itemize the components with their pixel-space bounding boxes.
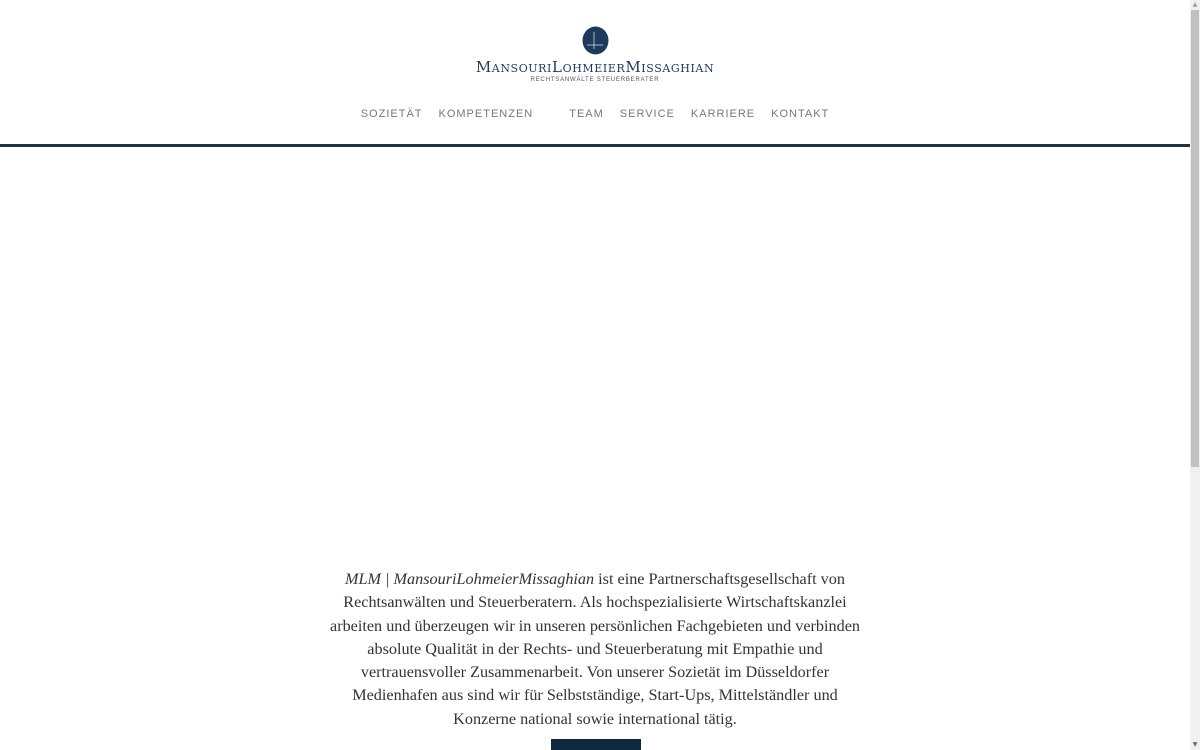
scrollbar-thumb[interactable] xyxy=(1191,10,1199,467)
cta-button[interactable] xyxy=(551,739,641,750)
site-header xyxy=(0,0,1190,147)
brand-name-part: Mansouri xyxy=(475,58,553,76)
brand-name-part: Missaghian xyxy=(625,58,715,76)
intro-text: ist eine Partnerschaftsgesellschaft von Rechtsanwälten und Steuerberatern. Als hochspezialisierte Wirtschaftskanzlei arbeiten und überzeugen wir in unseren persönlichen Fachgebieten und verbinden absolute Qualität in der Rechts- und Steuerberatung mit Empathie und vertrauensvoller Zusammenarbeit. Von unserer Sozietät im Düsseldorfer Medienhafen aus sind wir für Selbstständige, Start-Ups, Mittelständler und Konzerne national sowie international tätig. xyxy=(330,570,860,728)
logo-link[interactable] xyxy=(0,26,1190,83)
brand-tagline: RECHTSANWÄLTE STEUERBERATER xyxy=(530,77,660,83)
main-nav xyxy=(0,106,1190,122)
intro-paragraph xyxy=(320,568,870,731)
nav-item-kompetenzen[interactable]: KOMPETENZEN xyxy=(438,108,534,120)
brand-name xyxy=(0,58,1190,76)
nav-item-kontakt[interactable]: KONTAKT xyxy=(771,108,830,120)
nav-item-team[interactable]: TEAM xyxy=(569,108,604,120)
scroll-down-arrow-icon[interactable]: ▼ xyxy=(1192,741,1198,748)
nav-item-sozietaet[interactable]: SOZIETÄT xyxy=(360,108,423,120)
intro-emphasis: MLM | MansouriLohmeierMissaghian xyxy=(345,570,595,588)
brand-name-part: Lohmeier xyxy=(552,58,626,76)
globe-cross-icon xyxy=(582,26,609,55)
nav-item-service[interactable]: SERVICE xyxy=(619,108,675,120)
nav-item-karriere[interactable]: KARRIERE xyxy=(690,108,756,120)
vertical-scrollbar[interactable] xyxy=(1190,0,1200,750)
hero-area xyxy=(0,147,1190,557)
scroll-up-arrow-icon[interactable]: ▲ xyxy=(1192,1,1198,8)
